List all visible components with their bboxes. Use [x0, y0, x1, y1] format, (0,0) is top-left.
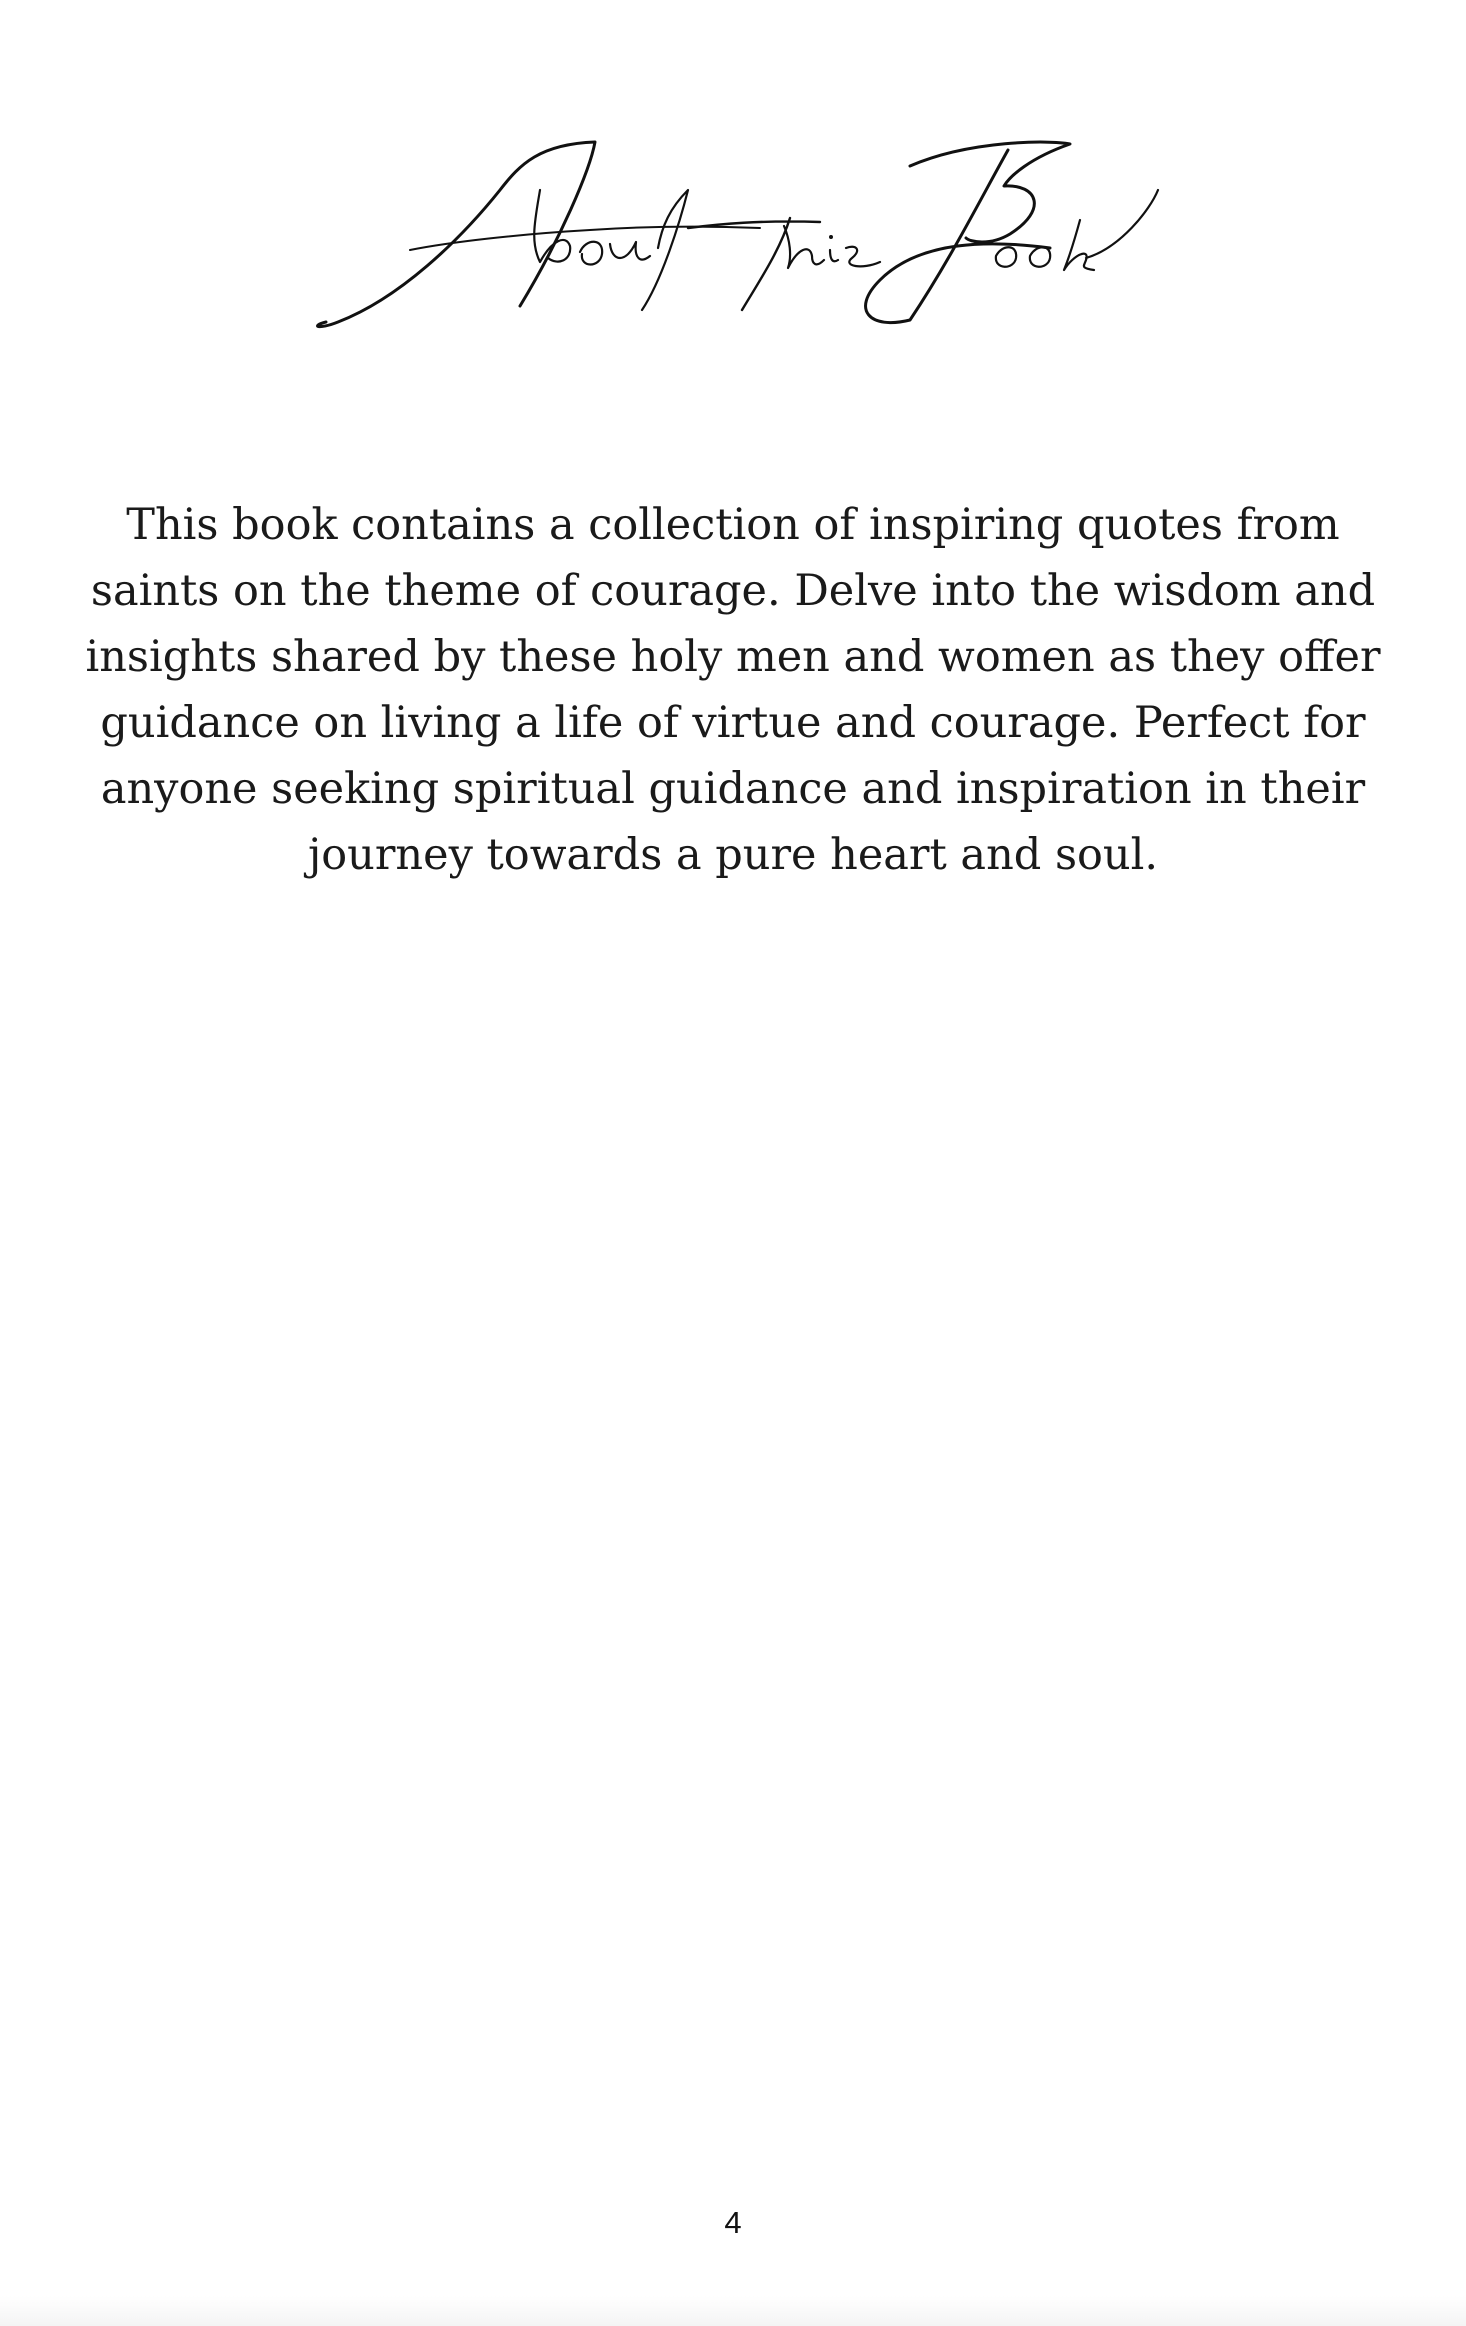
script-dot-i — [829, 235, 833, 239]
book-description: This book contains a collection of inspiring quotes from saints on the theme of courage. Delve into the wisdom and insights shared by these holy men and women as they offer guidance on living a life of virtue and courage. Perfect for anyone seeking spiritual guidance and inspiration in their journey towards a pure heart and soul. — [85, 500, 1381, 880]
script-stroke-his — [784, 226, 880, 268]
script-stroke-A — [317, 142, 595, 327]
script-stroke-B — [866, 142, 1070, 323]
script-stroke-ook — [996, 190, 1158, 270]
script-stroke-bout — [534, 190, 688, 310]
page-title-handwritten — [290, 130, 1190, 350]
page-bottom-edge — [0, 2296, 1466, 2326]
script-stroke-T — [688, 218, 820, 310]
title-script-svg — [290, 130, 1190, 350]
page-number: 4 — [724, 2205, 742, 2240]
